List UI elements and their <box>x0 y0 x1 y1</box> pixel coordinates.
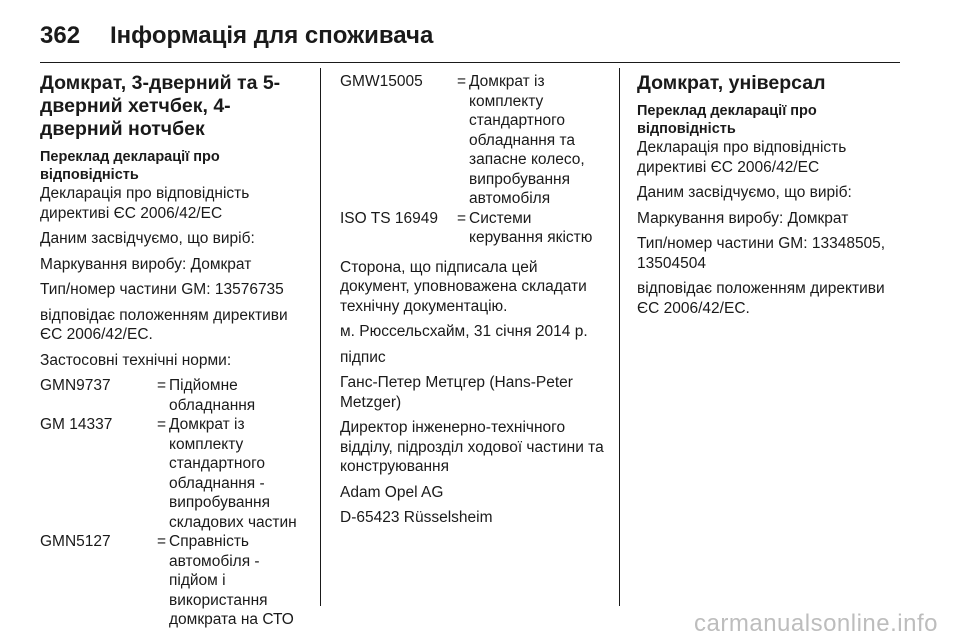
paragraph: Ганс-Петер Метцгер (Hans-Peter Metzger) <box>340 374 573 411</box>
standard-description: Домкрат із комплекту стандартного обладнання - випробування складових частин <box>169 416 297 531</box>
paragraph: Декларація про відповідність директиві ЄС 2006/42/ЕС <box>637 139 847 176</box>
standard-equals: = <box>157 533 167 550</box>
paragraph: Сторона, що підписала цей документ, уповноважена складати технічну документацію. <box>340 258 587 315</box>
watermark: carmanualsonline.info <box>694 610 938 637</box>
column-divider-2 <box>619 68 620 606</box>
header-divider <box>40 62 900 63</box>
paragraph: Декларація про відповідність директиві ЄС 2006/42/ЕС <box>40 185 250 222</box>
standard-row <box>40 415 305 532</box>
column-3 <box>637 72 902 324</box>
paragraph: відповідає положенням директиви ЄС 2006/42/ЕС. <box>40 306 288 343</box>
standard-row <box>40 376 305 415</box>
paragraph: Даним засвідчуємо, що виріб: <box>40 230 255 247</box>
standard-equals: = <box>157 377 167 394</box>
paragraph: Даним засвідчуємо, що виріб: <box>637 184 852 201</box>
paragraph: Маркування виробу: Домкрат <box>40 255 252 273</box>
standard-code: GMN5127 <box>40 533 111 550</box>
paragraph: Маркування виробу: Домкрат <box>637 209 849 227</box>
paragraph: Adam Opel AG <box>340 483 444 501</box>
standard-row <box>340 72 605 209</box>
column-divider-1 <box>320 68 321 606</box>
paragraph: Тип/номер частини GM: 13348505, 13504504 <box>637 235 886 272</box>
paragraph: D-65423 Rüsselsheim <box>340 509 493 526</box>
paragraph: м. Рюссельсхайм, 31 січня 2014 р. <box>340 323 588 340</box>
paragraph: Директор інженерно-технічного відділу, підрозділ ходової частини та конструювання <box>340 419 604 475</box>
standard-code: GM 14337 <box>40 416 113 433</box>
section-subheading: Переклад декларації про відповідність <box>40 149 220 183</box>
standard-description: Підйомне обладнання <box>169 377 256 414</box>
standard-equals: = <box>157 416 167 433</box>
page-header <box>40 16 920 56</box>
column-2 <box>340 72 605 534</box>
section-subheading: Переклад декларації про відповідність <box>637 103 817 137</box>
standard-equals: = <box>457 209 467 227</box>
paragraph: Застосовні технічні норми: <box>40 351 232 369</box>
standard-description: Справність автомобіля - підйом і використання домкрата на СТО <box>169 533 294 628</box>
paragraph: Тип/номер частини GM: 13576735 <box>40 281 284 298</box>
section-heading-hatchback: Домкрат, 3-дверний та 5-дверний хетчбек, 4-дверний нотчбек <box>40 72 281 140</box>
page-number: 362 <box>40 22 81 49</box>
standard-code: ISO TS 16949 <box>340 209 438 227</box>
standard-code: GMN9737 <box>40 377 111 394</box>
standard-code: GMW15005 <box>340 73 423 90</box>
standard-description: Системи керування якістю <box>469 209 593 246</box>
column-1 <box>40 72 305 630</box>
standard-row <box>340 209 605 248</box>
standard-description: Домкрат із комплекту стандартного обладнання та запасне колесо, випробування автомобіля <box>469 73 585 207</box>
section-heading-estate: Домкрат, універсал <box>637 72 826 94</box>
page-title: Інформація для споживача <box>110 22 434 49</box>
standard-equals: = <box>457 73 467 90</box>
standard-row <box>40 532 305 630</box>
paragraph: відповідає положенням директиви ЄС 2006/42/ЕС. <box>637 280 885 317</box>
paragraph: підпис <box>340 348 386 366</box>
